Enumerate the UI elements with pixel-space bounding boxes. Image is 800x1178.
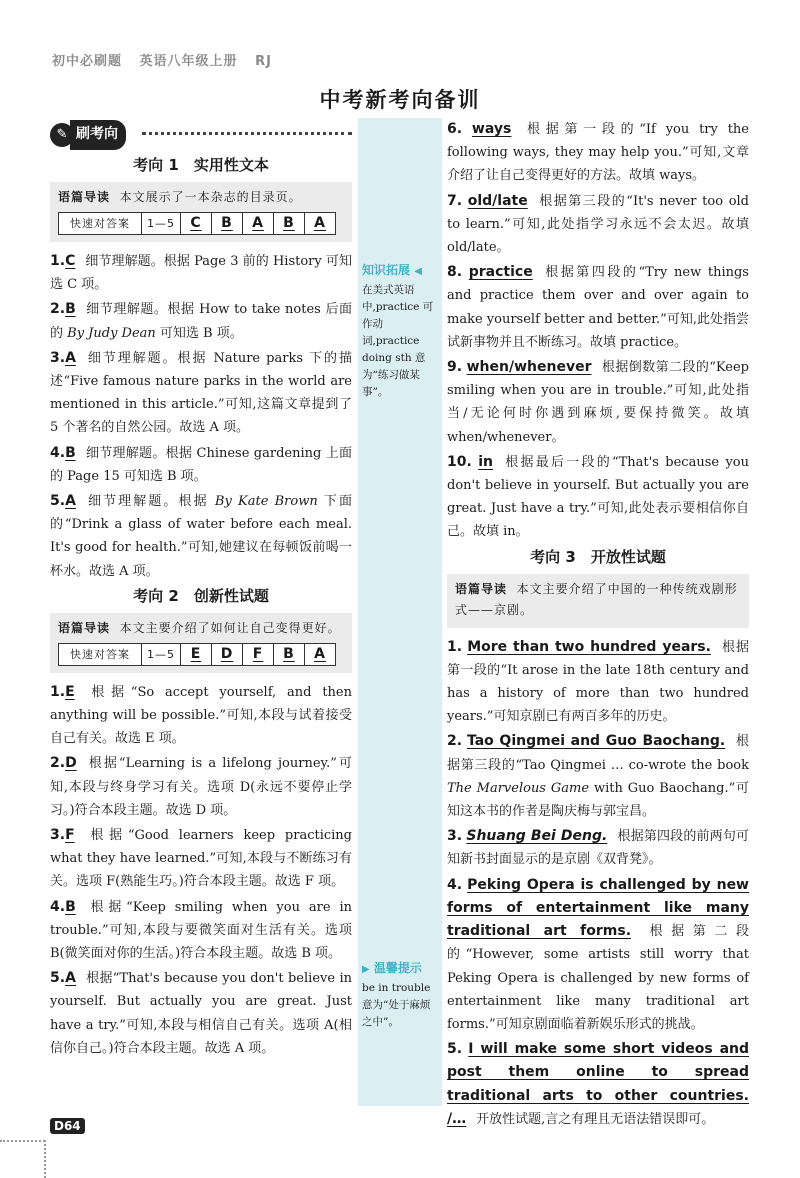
answer-item — [447, 261, 749, 354]
item-number: 1. — [50, 683, 66, 700]
item-answer: D — [65, 755, 77, 772]
item-number: 1. — [50, 253, 66, 269]
item-number: 4. — [50, 444, 66, 461]
item-explanation: 根据最后一段的“That's because you don't believe in yourself. But actually you are great. Just have a try.”可知,此处表示要相信你自己。故填 in。 — [447, 454, 749, 540]
item-number: 3. — [447, 828, 463, 845]
item-italic: The Marvelous Game — [447, 780, 590, 796]
item-answer: when/whenever — [466, 359, 592, 376]
item-explanation: 根据“So accept yourself, and then anything will be possible.”可知,本段与试着接受自己有关。故选 E 项。 — [50, 684, 352, 747]
quick-answer-table-2 — [58, 643, 336, 666]
item-explanation: 开放性试题,言之有理且无语法错误即可。 — [476, 1111, 715, 1127]
item-explanation: 根据“That's because you don't believe in yourself. But actually you are great. Just have a try.”可知,本段与相信自己有关。选项 A(相信你自己。)符合本段主题。故选 A 项。 — [50, 971, 352, 1056]
quick-answer-table-1 — [58, 212, 336, 235]
answer-item — [50, 824, 352, 894]
page-title: 中考新考向备训 — [319, 88, 481, 112]
item-number: 8. — [447, 264, 463, 281]
table-cell: B — [274, 643, 305, 665]
answer-item — [447, 825, 749, 871]
arrow-left-icon: ◀ — [414, 266, 422, 277]
item-explanation: 根据第四段的“Try new things and practice them over and over again to make yourself better and better.”可知,此处指尝试新事物并且不断练习。故填 practice。 — [447, 265, 749, 350]
item-answer: C — [65, 253, 76, 269]
item-explanation: 细节理解题。根据 Page 3 前的 History 可知选 C 项。 — [50, 254, 352, 293]
item-answer: Tao Qingmei and Guo Baochang. — [466, 733, 726, 750]
section-heading-2: 考向 2 创新性试题 — [133, 586, 269, 605]
item-number: 1. — [447, 638, 463, 655]
item-answer: A — [65, 493, 76, 510]
answer-item — [447, 874, 749, 1036]
item-explanation: 细节理解题。根据 How to take notes 后面的 — [50, 302, 352, 341]
guide-text: 本文主要介绍了中国的一种传统戏剧形式——京剧。 — [455, 581, 738, 617]
item-number: 10. — [447, 453, 472, 470]
item-answer: practice — [468, 264, 533, 281]
item-number: 5. — [50, 493, 66, 510]
item-answer: A — [65, 349, 76, 366]
item-number: 9. — [447, 359, 463, 376]
item-number: 5. — [447, 1041, 463, 1058]
item-explanation: 根据倒数第二段的“Keep smiling when you are in trouble.”可知,此处指当/无论何时你遇到麻烦,要保持微笑。故填 when/whenever。 — [447, 360, 749, 445]
item-explanation: 根据第二段的“However, some artists still worry that Peking Opera is challenged by new forms of entertainment like many traditional art forms.”可知京剧面临着新娱乐形式的挑战。 — [447, 924, 749, 1032]
item-answer: old/late — [467, 192, 528, 209]
item-answer: B — [65, 444, 76, 461]
item-answer: B — [65, 898, 76, 915]
item-explanation: 可知选 B 项。 — [155, 325, 243, 341]
answer-item — [50, 896, 352, 966]
item-explanation: 下面的“Drink a glass of water before each meal. It's good for health.”可知,她建议在每顿饭前喝一杯水。故选 A 项。 — [50, 494, 353, 579]
reading-guide-2 — [50, 613, 352, 673]
table-label: 快速对答案 — [59, 213, 142, 235]
table-cell: B — [274, 213, 305, 235]
item-number: 4. — [447, 876, 463, 893]
item-answer: More than two hundred years. — [467, 638, 711, 655]
table-range: 1—5 — [142, 213, 181, 235]
table-cell: A — [305, 643, 336, 665]
item-number: 6. — [447, 121, 463, 137]
item-answer: Peking Opera is challenged by new forms of entertainment like many traditional art forms. — [447, 876, 749, 940]
table-range: 1—5 — [142, 643, 181, 665]
item-number: 2. — [50, 755, 66, 772]
right-column — [447, 118, 749, 1133]
answer-item — [50, 442, 352, 488]
footer-divider-vertical — [44, 1140, 46, 1178]
item-answer: A — [65, 970, 76, 987]
item-number: 2. — [50, 301, 66, 318]
table-cell: C — [181, 213, 212, 235]
answer-item — [50, 681, 352, 751]
item-explanation: 根据第一段的“If you try the following ways, they may help you.”可知,文章介绍了让自己变得更好的方法。故填 ways。 — [447, 122, 749, 184]
item-number: 3. — [50, 349, 66, 366]
item-explanation: with Guo Baochang.”可知这本书的作者是陶庆梅与郭宝昌。 — [447, 780, 749, 820]
header-subject: 英语八年级上册 — [139, 54, 238, 69]
guide-label: 语篇导读 — [455, 581, 508, 596]
item-explanation: 根据第三段的“Tao Qingmei … co-wrote the book — [447, 734, 749, 773]
item-explanation: 细节理解题。根据 Chinese gardening 上面的 Page 15 可知选 B 项。 — [50, 445, 352, 484]
table-cell: E — [181, 643, 212, 665]
answer-item — [447, 356, 749, 449]
reading-guide-3 — [447, 574, 749, 628]
answer-item — [447, 451, 749, 544]
reading-guide-1 — [50, 182, 352, 242]
item-explanation: 根据第一段的“It arose in the late 18th century and has a history of more than two hundred years.”可知京剧已有两百多年的历史。 — [447, 639, 749, 725]
arrow-right-icon: ▶ — [362, 964, 370, 975]
header-book: 初中必刷题 — [52, 54, 123, 69]
answer-item — [447, 190, 749, 260]
item-answer: B — [65, 301, 76, 318]
item-answer: in — [478, 453, 493, 470]
running-header — [52, 50, 284, 69]
section-heading-3: 考向 3 开放性试题 — [530, 547, 666, 566]
note-text: 在美式英语中,practice 可作动词,practice doing sth 意为“练习做某事”。 — [362, 284, 434, 398]
answer-item — [50, 752, 352, 822]
note-title-text: 知识拓展 — [362, 263, 411, 277]
note-title — [362, 960, 440, 978]
guide-label: 语篇导读 — [58, 190, 111, 204]
table-cell: A — [305, 213, 336, 235]
answer-item — [447, 1038, 749, 1131]
left-column — [50, 122, 352, 1062]
answer-item — [50, 347, 352, 440]
table-cell: A — [243, 213, 274, 235]
item-number: 2. — [447, 733, 463, 750]
footer-divider — [0, 1140, 45, 1142]
item-answer: ways — [471, 121, 512, 137]
badge-label: 刷考向 — [70, 120, 126, 149]
item-explanation: 根据第三段的“It's never too old to learn.”可知,此处指学习永远不会太迟。故填 old/late。 — [447, 193, 749, 256]
item-number: 4. — [50, 898, 66, 915]
answer-item — [50, 298, 352, 344]
item-explanation: 根据“Keep smiling when you are in trouble.”可知,本段与要微笑面对生活有关。选项 B(微笑面对你的生活。)符合本段主题。故选 B 项。 — [50, 899, 352, 962]
section-badge — [50, 122, 126, 148]
note-text: be in trouble 意为“处于麻烦之中”。 — [362, 982, 431, 1028]
item-number: 7. — [447, 192, 463, 209]
item-italic: By Judy Dean — [67, 325, 156, 341]
brush-icon: ✎ — [50, 123, 74, 147]
item-italic: By Kate Brown — [214, 494, 318, 510]
section-heading-1: 考向 1 实用性文本 — [133, 156, 269, 174]
answer-item — [447, 118, 749, 188]
answer-item — [447, 636, 749, 729]
answer-item — [50, 490, 352, 583]
item-explanation: 根据“Learning is a lifelong journey.”可知,本段与终身学习有关。选项 D(永远不要停止学习。)符合本段主题。故选 D 项。 — [50, 756, 352, 818]
guide-label: 语篇导读 — [58, 620, 111, 635]
table-cell: D — [212, 643, 243, 665]
item-answer: I will make some short videos and post them online to spread traditional arts to other countries. /… — [447, 1041, 750, 1127]
item-number: 3. — [50, 827, 66, 844]
table-cell: F — [243, 643, 274, 665]
answer-item — [50, 250, 352, 296]
item-answer: F — [65, 827, 75, 844]
item-explanation: 根据第四段的前两句可知新书封面显示的是京剧《双背凳》。 — [447, 829, 749, 868]
item-explanation: 细节理解题。根据 — [85, 494, 215, 510]
note-title-text: 温馨提示 — [373, 961, 422, 975]
answer-item — [447, 730, 749, 823]
item-explanation: 根据“Good learners keep practicing what they have learned.”可知,本段与不断练习有关。选项 F(熟能生巧。)符合本段主题。故选 F 项。 — [50, 828, 352, 890]
item-number: 5. — [50, 970, 66, 987]
item-answer: Shuang Bei Deng. — [466, 828, 608, 845]
note-title — [362, 262, 440, 280]
margin-note-tip — [362, 960, 440, 1031]
page-number: D64 — [50, 1118, 85, 1134]
answer-item — [50, 967, 352, 1060]
table-label: 快速对答案 — [59, 643, 142, 665]
guide-text: 本文展示了一本杂志的目录页。 — [119, 190, 302, 204]
header-edition: RJ — [255, 54, 272, 69]
guide-text: 本文主要介绍了如何让自己变得更好。 — [119, 620, 341, 635]
table-cell: B — [212, 213, 243, 235]
margin-note-knowledge — [362, 262, 440, 401]
item-answer: E — [65, 683, 75, 700]
item-explanation: 细节理解题。根据 Nature parks 下的描述“Five famous nature parks in the world are mentioned in this article.”可知,这篇文章提到了 5 个著名的自然公园。故选 A 项。 — [50, 350, 352, 436]
